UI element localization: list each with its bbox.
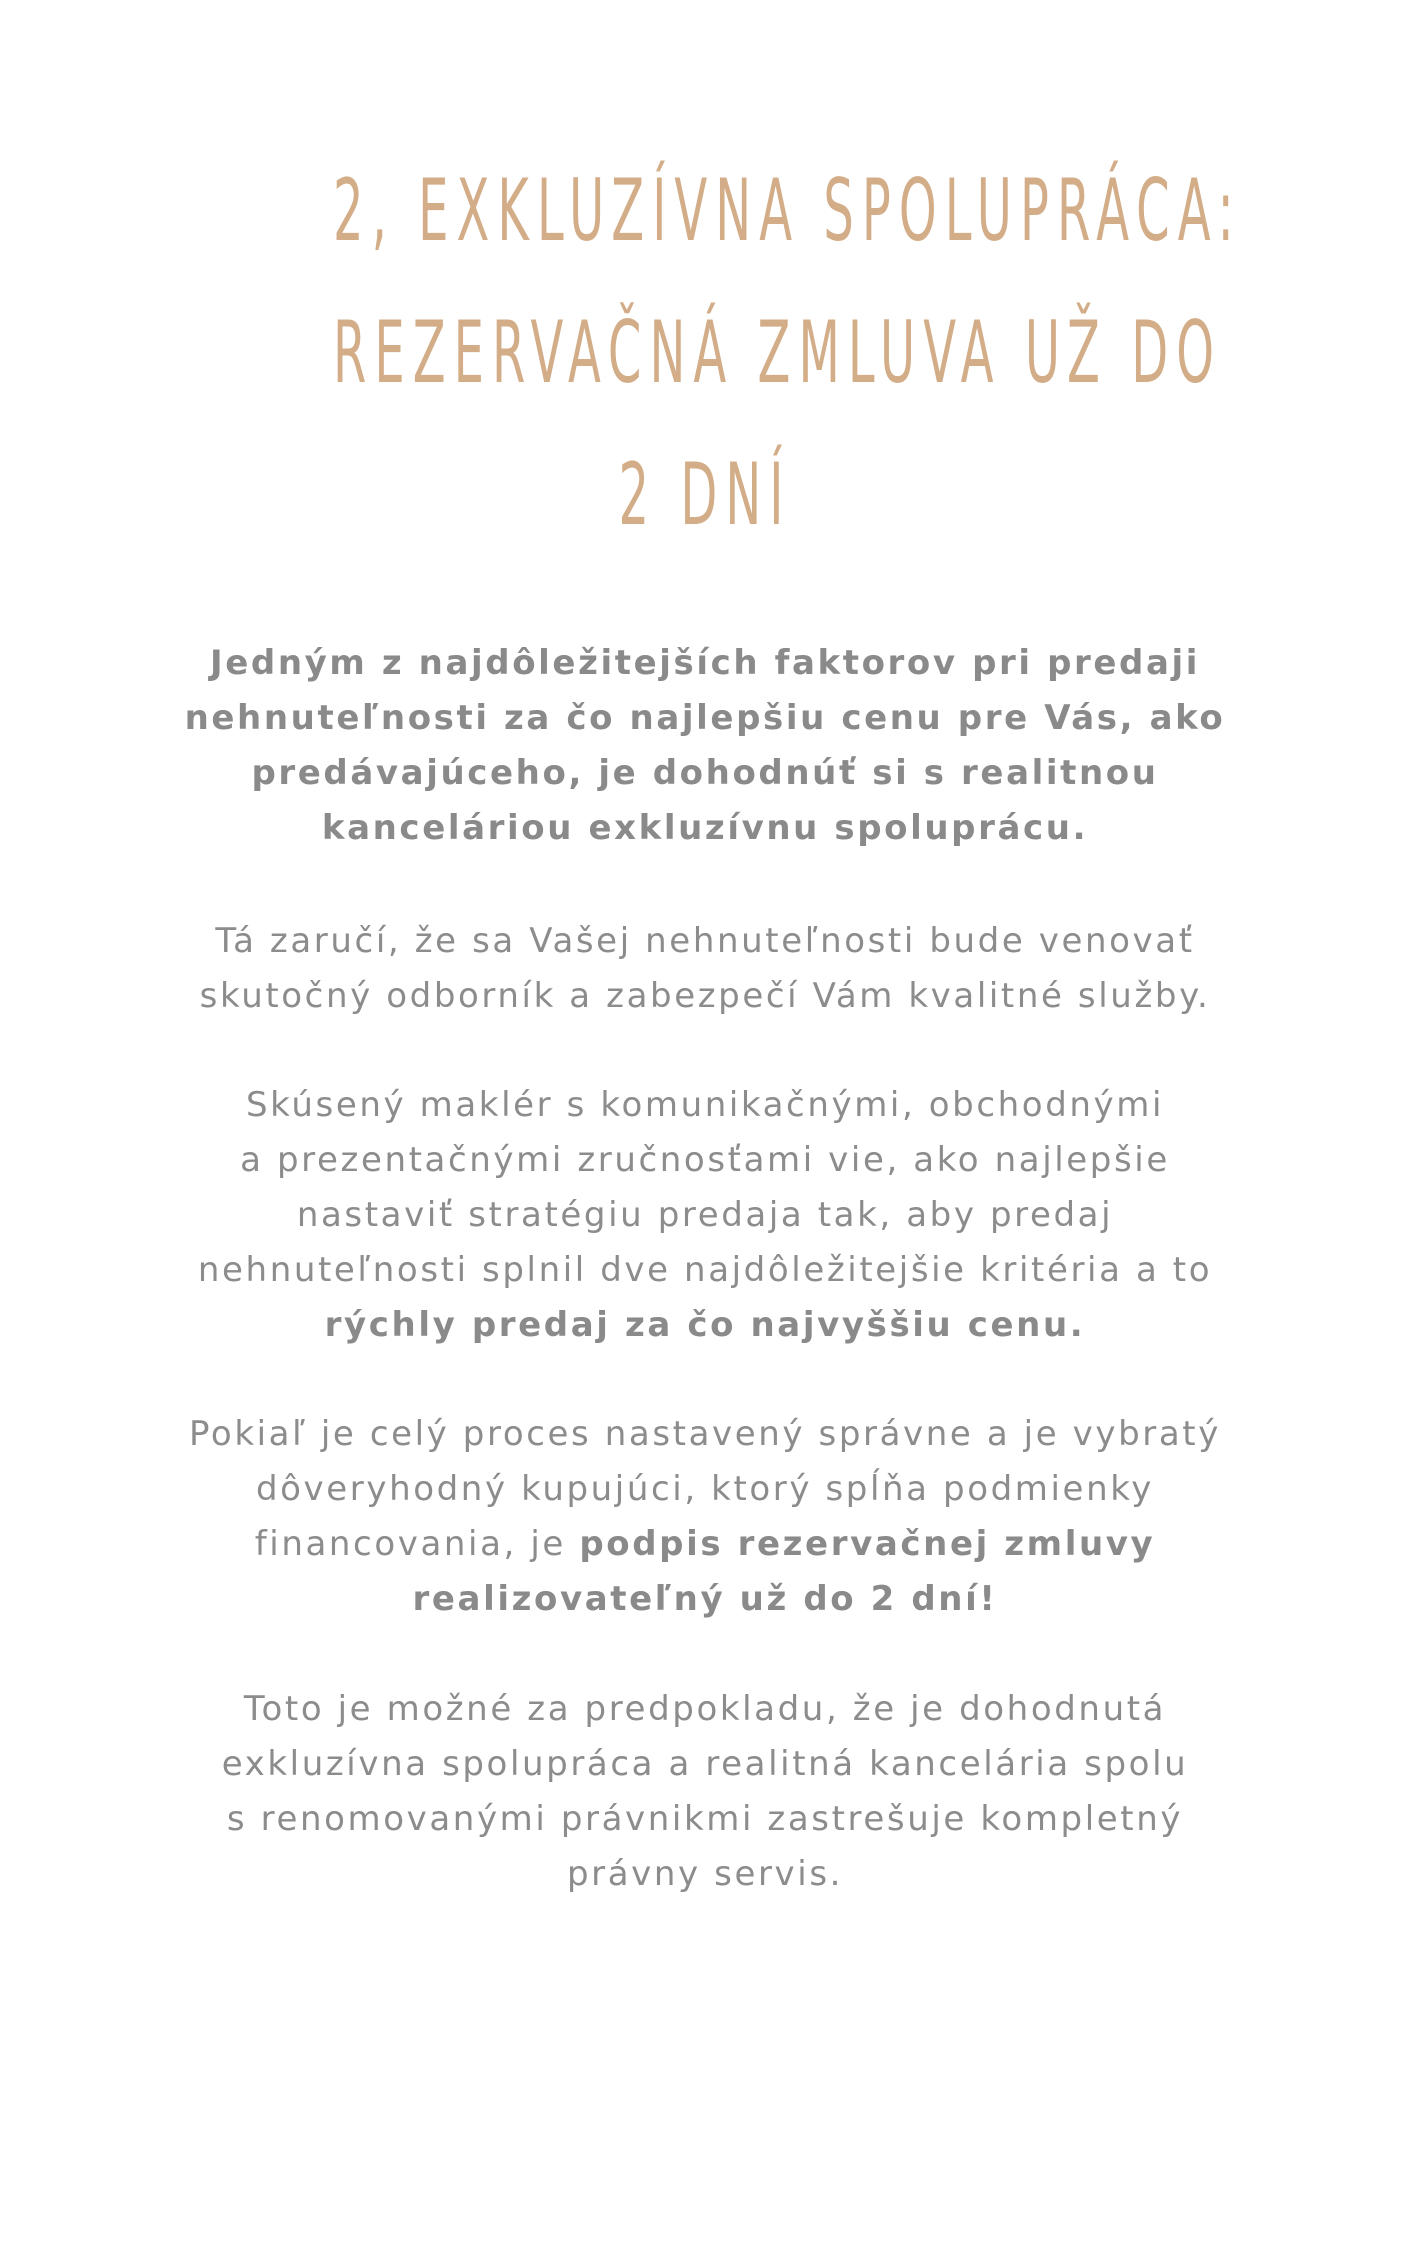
guarantee-line-2: skutočný odborník a zabezpečí Vám kvalitné služby.: [199, 976, 1211, 1016]
conditions-line-2: exkluzívna spolupráca a realitná kancelária spolu: [221, 1744, 1189, 1784]
intro-paragraph: [130, 636, 1280, 856]
intro-line-1: Jedným z najdôležitejších faktorov pri predaji: [209, 643, 1201, 683]
conditions-line-3: s renomovanými právnikmi zastrešuje kompletný: [226, 1799, 1184, 1839]
broker-line-2: a prezentačnými zručnosťami vie, ako najlepšie: [240, 1140, 1170, 1180]
process-line-4-emphasis: realizovateľný už do 2 dní!: [412, 1579, 998, 1619]
intro-line-3: predávajúceho, je dohodnúť si s realitnou: [251, 753, 1159, 793]
conditions-paragraph: [130, 1682, 1280, 1902]
broker-line-5-emphasis: rýchly predaj za čo najvyššiu cenu.: [324, 1305, 1086, 1345]
process-line-3-text: financovania, je: [254, 1524, 580, 1564]
guarantee-line-1: Tá zaručí, že sa Vašej nehnuteľnosti bude venovať: [215, 921, 1195, 961]
title-line-1: 2, EXKLUZÍVNA SPOLUPRÁCA:: [333, 161, 1242, 261]
conditions-line-4: právny servis.: [566, 1854, 844, 1894]
process-line-2: dôveryhodný kupujúci, ktorý spĺňa podmienky: [255, 1469, 1155, 1509]
process-line-1: Pokiaľ je celý proces nastavený správne a je vybratý: [189, 1414, 1221, 1454]
intro-line-2: nehnuteľnosti za čo najlepšiu cenu pre Vás, ako: [184, 698, 1226, 738]
title-line-3: 2 DNÍ: [618, 445, 792, 545]
broker-line-1: Skúsený maklér s komunikačnými, obchodnými: [245, 1085, 1165, 1125]
process-line-3: [130, 1517, 1280, 1572]
broker-line-4: nehnuteľnosti splnil dve najdôležitejšie kritéria a to: [197, 1250, 1213, 1290]
title-line-2: REZERVAČNÁ ZMLUVA UŽ DO: [333, 303, 1223, 403]
conditions-line-1: Toto je možné za predpokladu, že je dohodnutá: [243, 1689, 1167, 1729]
page-title: [333, 140, 1242, 566]
broker-paragraph: [130, 1078, 1280, 1353]
guarantee-paragraph: [130, 914, 1280, 1024]
broker-line-3: nastaviť stratégiu predaja tak, aby predaj: [296, 1195, 1114, 1235]
intro-line-4: kanceláriou exkluzívnu spoluprácu.: [321, 808, 1089, 848]
process-paragraph: [130, 1407, 1280, 1627]
process-line-3-emphasis: podpis rezervačnej zmluvy: [579, 1524, 1156, 1564]
